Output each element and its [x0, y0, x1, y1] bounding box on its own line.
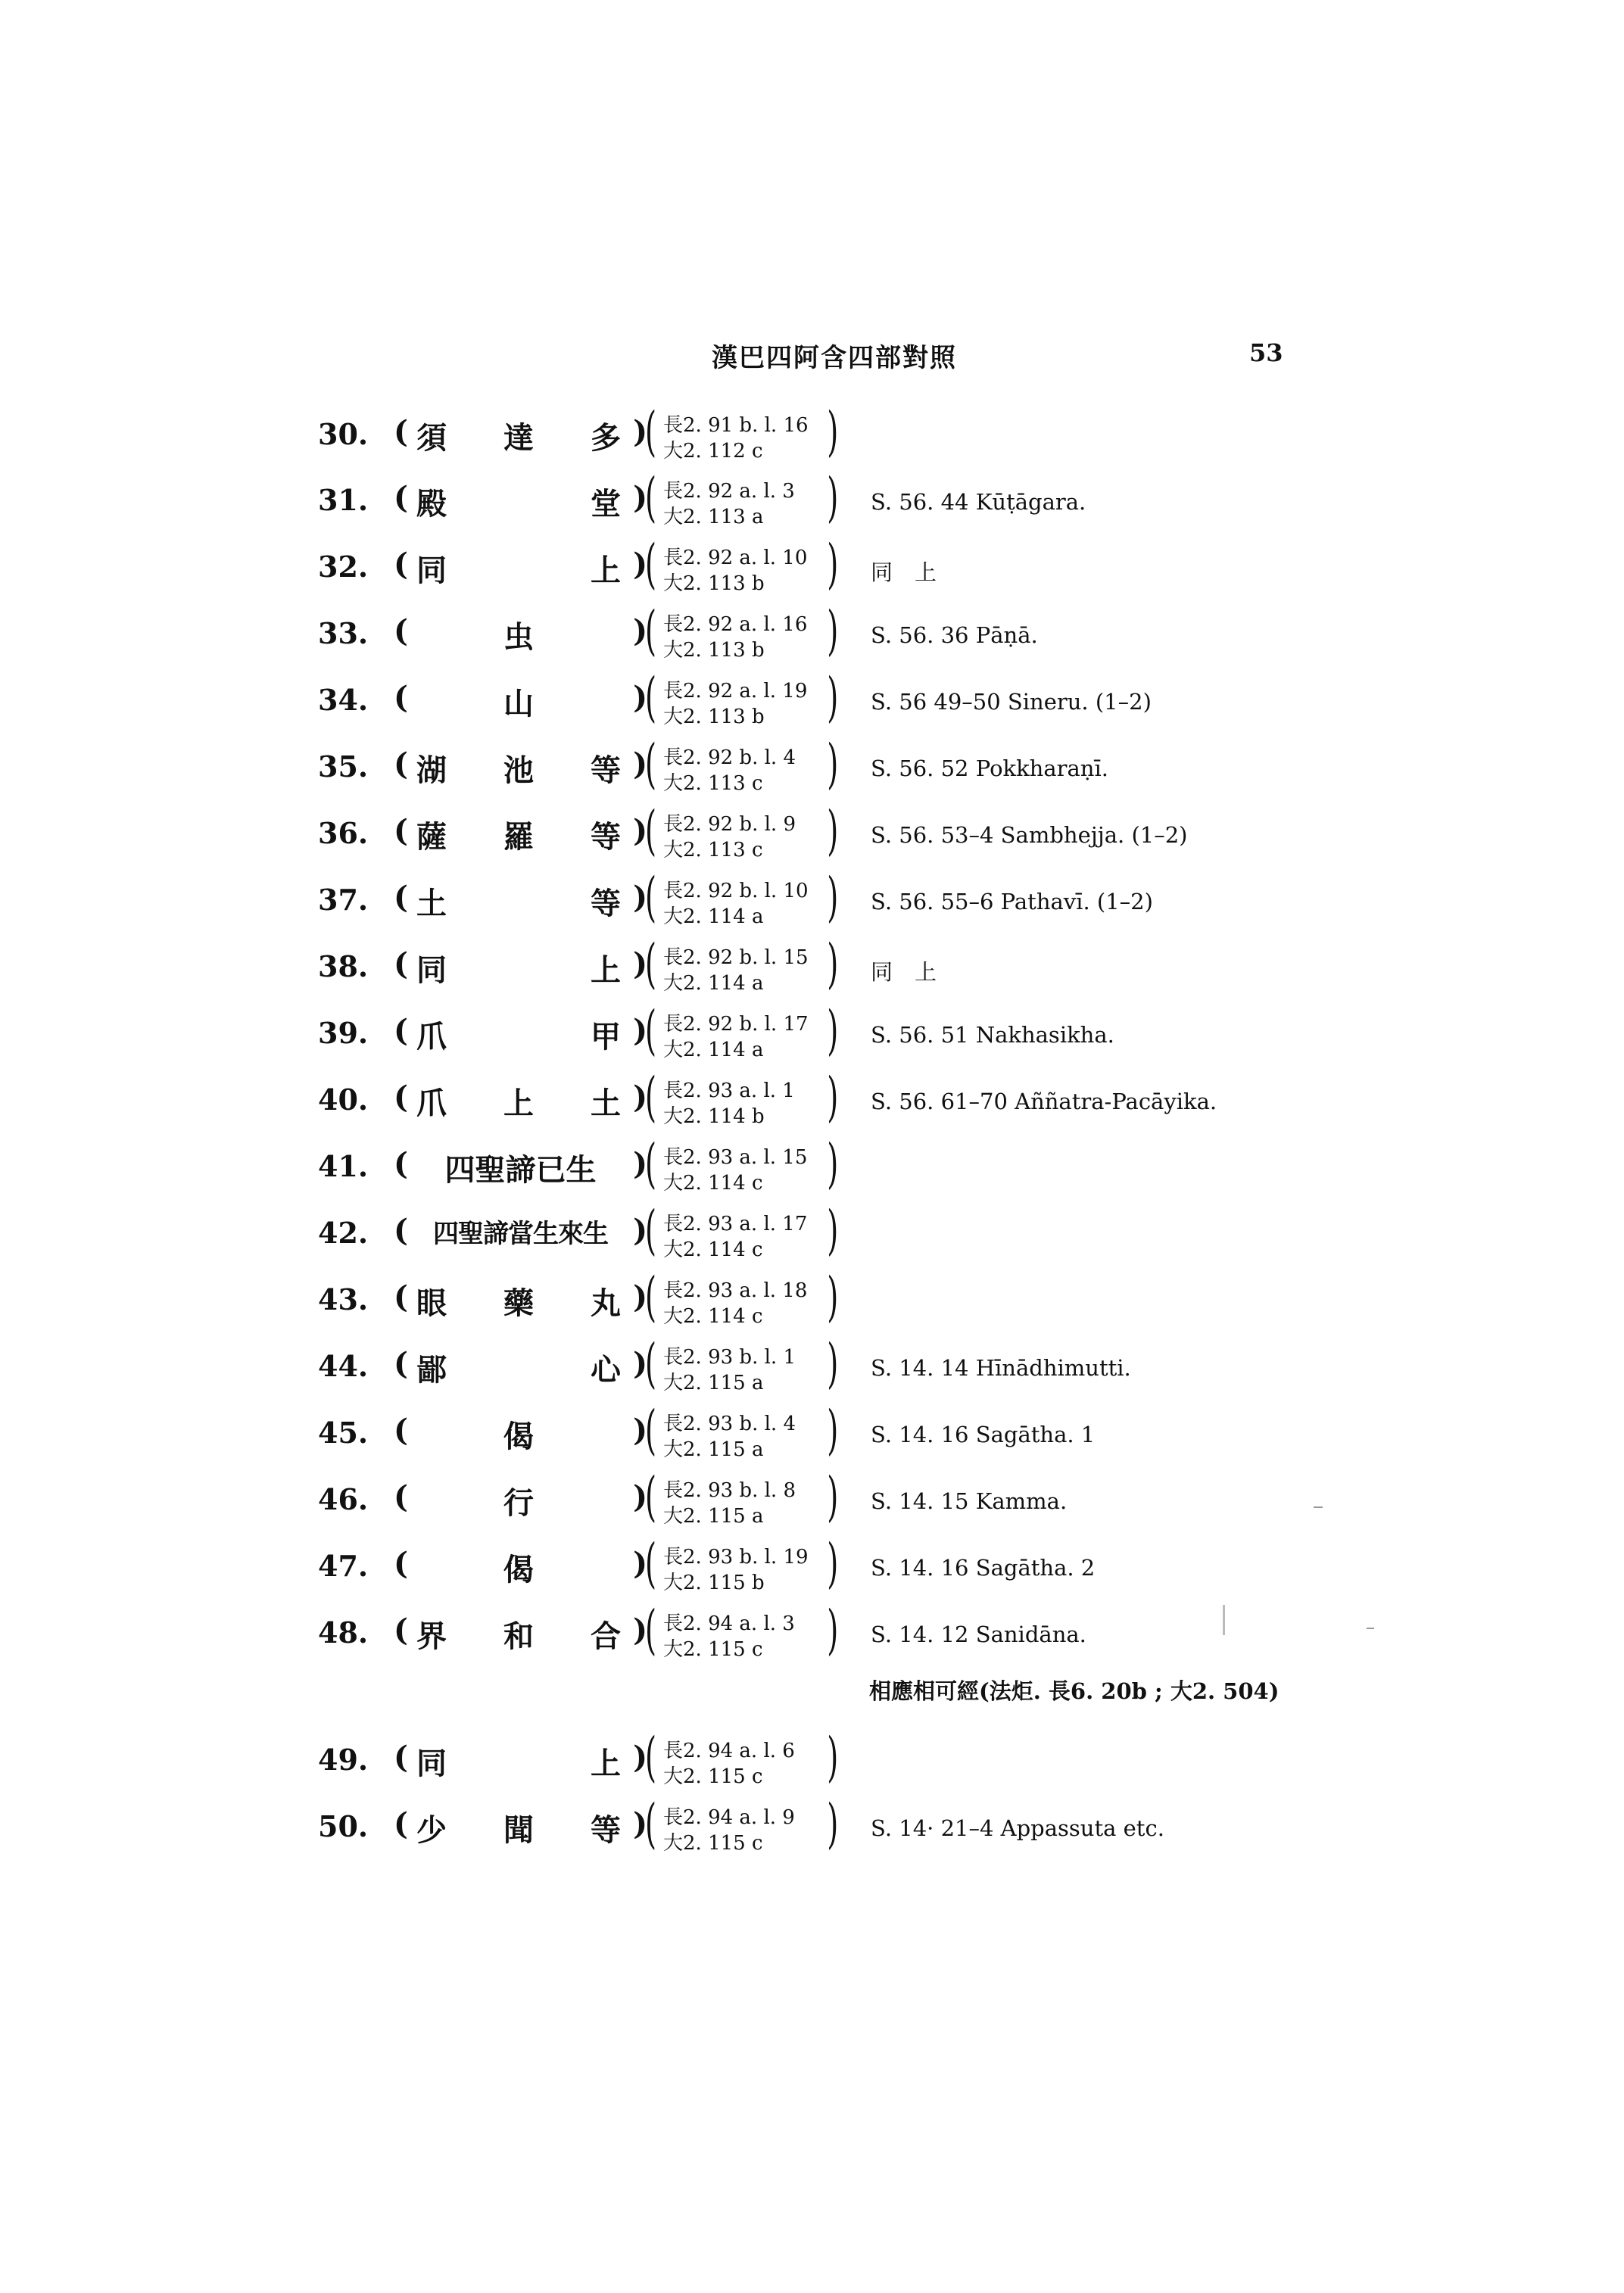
open-paren: ( — [394, 613, 408, 649]
pali-parallel: S. 56. 55–6 Pathavī. (1–2) — [871, 889, 1153, 914]
close-paren: ) — [633, 880, 647, 915]
title-char — [503, 1013, 534, 1056]
ref-left-brace: ( — [645, 999, 657, 1061]
ref-line-taisho: 大2. 114 c — [663, 1172, 763, 1195]
open-paren: ( — [394, 1546, 408, 1581]
ref-line-taisho: 大2. 114 a — [663, 972, 764, 995]
open-paren: ( — [394, 1346, 408, 1382]
ref-line-taisho: 大2. 114 c — [663, 1305, 763, 1328]
ref-left-brace: ( — [645, 1532, 657, 1594]
entry-row — [0, 999, 1624, 1064]
close-paren: ) — [633, 1080, 647, 1115]
title-char: 爪 — [416, 1019, 447, 1055]
ref-line-taisho: 大2. 115 a — [663, 1372, 764, 1394]
ref-right-brace: ) — [826, 1793, 838, 1855]
sutta-title-chars — [416, 1546, 621, 1589]
ref-line-cho: 長2. 92 b. l. 9 — [663, 813, 796, 836]
ref-left-brace: ( — [645, 466, 657, 528]
ref-right-brace: ) — [826, 999, 838, 1061]
sutta-title-chars — [416, 1279, 621, 1323]
entry-row — [0, 1726, 1624, 1791]
ref-line-cho: 長2. 93 b. l. 8 — [663, 1479, 796, 1502]
entry-row — [0, 1599, 1624, 1664]
title-char: 堂 — [591, 486, 621, 522]
ref-line-taisho: 大2. 114 a — [663, 905, 764, 928]
open-paren: ( — [394, 946, 408, 982]
title-char: 等 — [591, 1812, 621, 1848]
open-paren: ( — [394, 1479, 408, 1515]
title-char: 眼 — [416, 1285, 447, 1321]
sutta-title-chars — [416, 746, 621, 790]
open-paren: ( — [394, 1806, 408, 1842]
entry-row — [0, 1793, 1624, 1858]
sutta-title-chars — [416, 680, 621, 723]
entry-number: 35. — [318, 749, 369, 784]
entry-row — [0, 600, 1624, 665]
sutta-title-chars — [416, 480, 621, 523]
title-char — [503, 547, 534, 590]
title-char: 甲 — [591, 1019, 621, 1055]
chinese-reference — [645, 1532, 838, 1596]
ref-right-brace: ) — [826, 1599, 838, 1661]
ref-right-brace: ) — [826, 666, 838, 728]
ref-right-brace: ) — [826, 1399, 838, 1461]
title-char: 同 — [416, 952, 447, 988]
ref-line-cho: 長2. 92 a. l. 16 — [663, 613, 808, 636]
pali-parallel: S. 56. 44 Kūṭāgara. — [871, 489, 1086, 515]
open-paren: ( — [394, 1213, 408, 1248]
entry-row — [0, 1399, 1624, 1464]
ref-right-brace: ) — [826, 600, 838, 662]
ref-right-brace: ) — [826, 1332, 838, 1394]
sutta-title-chars — [416, 547, 621, 590]
entry-number: 41. — [318, 1149, 369, 1183]
chinese-reference — [645, 1266, 838, 1329]
entry-number: 39. — [318, 1016, 369, 1050]
chinese-reference — [645, 400, 838, 464]
title-char: 土 — [416, 886, 447, 921]
entry-row — [0, 799, 1624, 865]
entry-number: 50. — [318, 1809, 369, 1843]
chinese-reference — [645, 1132, 838, 1196]
entry-number: 40. — [318, 1083, 369, 1117]
ref-line-cho: 長2. 93 a. l. 17 — [663, 1213, 808, 1235]
title-char — [591, 1479, 621, 1522]
title-char: 虫 — [503, 619, 534, 655]
title-char: 達 — [503, 420, 534, 456]
entry-row — [0, 933, 1624, 998]
ref-line-taisho: 大2. 113 c — [663, 772, 763, 795]
pali-parallel: S. 14. 14 Hīnādhimutti. — [871, 1355, 1131, 1381]
close-paren: ) — [633, 1413, 647, 1448]
chinese-reference — [645, 1466, 838, 1529]
close-paren: ) — [633, 547, 647, 582]
ref-left-brace: ( — [645, 1066, 657, 1128]
title-char — [503, 946, 534, 989]
ref-left-brace: ( — [645, 666, 657, 728]
ref-left-brace: ( — [645, 1466, 657, 1528]
sutta-title-chars — [416, 813, 621, 856]
sutta-title-chars — [416, 1806, 621, 1849]
title-char: 多 — [591, 420, 621, 456]
ref-line-cho: 長2. 94 a. l. 3 — [663, 1612, 795, 1635]
open-paren: ( — [394, 480, 408, 516]
close-paren: ) — [633, 1740, 647, 1775]
ref-line-cho: 長2. 94 a. l. 9 — [663, 1806, 795, 1829]
scan-speck — [1367, 1628, 1374, 1629]
ref-left-brace: ( — [645, 933, 657, 995]
ref-right-brace: ) — [826, 1199, 838, 1261]
entry-number: 34. — [318, 683, 369, 717]
close-paren: ) — [633, 680, 647, 715]
entry-number: 45. — [318, 1416, 369, 1450]
ref-line-cho: 長2. 94 a. l. 6 — [663, 1740, 795, 1762]
ref-line-cho: 長2. 93 b. l. 1 — [663, 1346, 796, 1369]
chinese-reference — [645, 1399, 838, 1463]
title-char: 湖 — [416, 752, 447, 788]
chinese-reference — [645, 533, 838, 597]
close-paren: ) — [633, 1612, 647, 1648]
ref-line-taisho: 大2. 115 b — [663, 1572, 765, 1594]
pali-parallel: S. 56. 51 Nakhasikha. — [871, 1022, 1114, 1048]
entry-row — [0, 466, 1624, 531]
entry-number: 36. — [318, 816, 369, 850]
ref-left-brace: ( — [645, 1793, 657, 1855]
chinese-reference — [645, 866, 838, 930]
title-char — [503, 480, 534, 523]
ref-left-brace: ( — [645, 866, 657, 928]
ref-line-taisho: 大2. 114 a — [663, 1039, 764, 1061]
ref-line-taisho: 大2. 115 c — [663, 1765, 763, 1788]
title-char: 等 — [591, 886, 621, 921]
title-char: 鄙 — [416, 1352, 447, 1388]
chinese-reference — [645, 1726, 838, 1790]
ref-left-brace: ( — [645, 733, 657, 795]
entry-number: 43. — [318, 1282, 369, 1316]
chinese-reference — [645, 466, 838, 530]
ref-right-brace: ) — [826, 1066, 838, 1128]
close-paren: ) — [633, 946, 647, 982]
ref-line-taisho: 大2. 113 c — [663, 839, 763, 861]
open-paren: ( — [394, 880, 408, 915]
title-char — [416, 1546, 447, 1589]
chinese-reference — [645, 733, 838, 796]
title-char: 行 — [503, 1485, 534, 1521]
ref-line-cho: 長2. 92 b. l. 10 — [663, 880, 809, 902]
close-paren: ) — [633, 1013, 647, 1048]
title-char: 偈 — [503, 1419, 534, 1454]
pali-parallel: S. 14· 21–4 Appassuta etc. — [871, 1815, 1164, 1841]
entry-row — [0, 533, 1624, 598]
title-char: 山 — [503, 686, 534, 721]
entry-row — [0, 1532, 1624, 1597]
ref-line-cho: 長2. 93 a. l. 18 — [663, 1279, 808, 1302]
entry-row — [0, 1066, 1624, 1131]
entry-row — [0, 1466, 1624, 1531]
entry-number: 44. — [318, 1349, 369, 1383]
entry-row — [0, 1199, 1624, 1264]
ref-line-cho: 長2. 92 a. l. 3 — [663, 480, 795, 503]
ref-line-taisho: 大2. 114 c — [663, 1238, 763, 1261]
pali-parallel: S. 56 49–50 Sineru. (1–2) — [871, 689, 1152, 715]
ref-right-brace: ) — [826, 1132, 838, 1195]
ref-left-brace: ( — [645, 1599, 657, 1661]
chinese-reference — [645, 1599, 838, 1662]
entry-row — [0, 733, 1624, 798]
entry-row — [0, 666, 1624, 731]
sutta-title-chars — [416, 1740, 621, 1783]
title-char: 少 — [416, 1812, 447, 1848]
entry-number: 47. — [318, 1549, 369, 1583]
close-paren: ) — [633, 613, 647, 649]
ref-left-brace: ( — [645, 1199, 657, 1261]
open-paren: ( — [394, 1146, 408, 1182]
title-char: 須 — [416, 420, 447, 456]
title-char: 上 — [591, 553, 621, 588]
pali-parallel: S. 14. 16 Sagātha. 2 — [871, 1555, 1096, 1581]
title-char: 上 — [591, 952, 621, 988]
ref-right-brace: ) — [826, 933, 838, 995]
ref-line-cho: 長2. 93 a. l. 15 — [663, 1146, 808, 1169]
title-char: 上 — [591, 1746, 621, 1781]
close-paren: ) — [633, 1546, 647, 1581]
page-number: 53 — [1249, 338, 1283, 367]
title-char: 聞 — [503, 1812, 534, 1848]
title-char — [503, 880, 534, 923]
ref-left-brace: ( — [645, 1266, 657, 1328]
title-char: 合 — [591, 1618, 621, 1654]
pali-parallel: S. 14. 12 Sanidāna. — [871, 1622, 1086, 1647]
entry-number: 38. — [318, 949, 369, 983]
ref-line-taisho: 大2. 113 b — [663, 706, 765, 728]
open-paren: ( — [394, 1413, 408, 1448]
ref-left-brace: ( — [645, 600, 657, 662]
pali-parallel: S. 56. 61–70 Aññatra-Pacāyika. — [871, 1089, 1217, 1114]
title-char — [416, 1479, 447, 1522]
open-paren: ( — [394, 813, 408, 849]
ref-line-taisho: 大2. 114 b — [663, 1105, 765, 1128]
sutta-title-text: 四聖諦已生 — [444, 1152, 597, 1188]
title-char: 和 — [503, 1618, 534, 1654]
ref-right-brace: ) — [826, 1726, 838, 1788]
sutta-title-chars — [416, 1080, 621, 1123]
entry-number: 30. — [318, 417, 369, 451]
ref-line-cho: 長2. 93 a. l. 1 — [663, 1080, 795, 1102]
sutta-title-chars — [416, 613, 621, 656]
ref-right-brace: ) — [826, 799, 838, 861]
running-header-title: 漢巴四阿含四部對照 — [712, 343, 957, 373]
title-char — [503, 1740, 534, 1783]
close-paren: ) — [633, 1146, 647, 1182]
entry-number: 31. — [318, 483, 369, 517]
sutta-title-text: 四聖諦當生來生 — [433, 1219, 608, 1249]
sutta-title-chars — [416, 1346, 621, 1389]
ref-line-cho: 長2. 93 b. l. 19 — [663, 1546, 809, 1569]
ref-right-brace: ) — [826, 1466, 838, 1528]
sub-heading: 相應相可經(法炬. 長6. 20b ; 大2. 504) — [869, 1678, 1280, 1704]
sutta-title-chars — [416, 1013, 621, 1056]
ref-line-taisho: 大2. 113 b — [663, 572, 765, 595]
entry-number: 49. — [318, 1743, 369, 1777]
title-char: 上 — [503, 1086, 534, 1121]
entry-row — [0, 400, 1624, 466]
open-paren: ( — [394, 680, 408, 715]
ref-line-taisho: 大2. 115 c — [663, 1832, 763, 1855]
ref-line-taisho: 大2. 113 a — [663, 506, 764, 528]
close-paren: ) — [633, 1346, 647, 1382]
open-paren: ( — [394, 1612, 408, 1648]
pali-parallel: S. 56. 36 Pāṇā. — [871, 622, 1038, 648]
title-char: 同 — [416, 553, 447, 588]
close-paren: ) — [633, 1806, 647, 1842]
ref-line-cho: 長2. 92 b. l. 17 — [663, 1013, 809, 1036]
open-paren: ( — [394, 1080, 408, 1115]
ref-line-cho: 長2. 92 b. l. 15 — [663, 946, 809, 969]
ref-right-brace: ) — [826, 866, 838, 928]
ref-right-brace: ) — [826, 1532, 838, 1594]
title-char: 羅 — [503, 819, 534, 855]
open-paren: ( — [394, 1740, 408, 1775]
chinese-reference — [645, 933, 838, 996]
ref-line-taisho: 大2. 115 c — [663, 1638, 763, 1661]
entry-row — [0, 1132, 1624, 1198]
ref-left-brace: ( — [645, 1726, 657, 1788]
ref-right-brace: ) — [826, 533, 838, 595]
title-char: 丸 — [591, 1285, 621, 1321]
sutta-title-chars — [416, 1612, 621, 1656]
chinese-reference — [645, 666, 838, 730]
title-char: 心 — [591, 1352, 621, 1388]
title-char: 等 — [591, 752, 621, 788]
sutta-title-chars — [416, 946, 621, 989]
ref-left-brace: ( — [645, 1399, 657, 1461]
open-paren: ( — [394, 746, 408, 782]
close-paren: ) — [633, 1213, 647, 1248]
sutta-title-chars — [416, 414, 621, 457]
title-char: 等 — [591, 819, 621, 855]
chinese-reference — [645, 799, 838, 863]
title-char — [591, 613, 621, 656]
ref-right-brace: ) — [826, 400, 838, 463]
title-char — [591, 1546, 621, 1589]
chinese-reference — [645, 600, 838, 663]
title-char: 爪 — [416, 1086, 447, 1121]
ref-line-cho: 長2. 92 b. l. 4 — [663, 746, 796, 769]
ref-right-brace: ) — [826, 733, 838, 795]
sutta-title-chars — [416, 880, 621, 923]
entry-number: 48. — [318, 1615, 369, 1650]
title-char — [591, 1413, 621, 1456]
title-char: 殿 — [416, 486, 447, 522]
title-char: 池 — [503, 752, 534, 788]
close-paren: ) — [633, 813, 647, 849]
entry-number: 42. — [318, 1216, 369, 1250]
pali-parallel: S. 56. 52 Pokkharaṇī. — [871, 756, 1108, 781]
title-char — [416, 613, 447, 656]
title-char — [591, 680, 621, 723]
pali-parallel: 同 上 — [871, 959, 937, 985]
sutta-title-chars — [416, 1479, 621, 1522]
entry-row — [0, 866, 1624, 931]
ref-right-brace: ) — [826, 1266, 838, 1328]
pali-parallel: S. 14. 16 Sagātha. 1 — [871, 1422, 1096, 1447]
entry-number: 33. — [318, 616, 369, 650]
ref-line-taisho: 大2. 115 a — [663, 1438, 764, 1461]
open-paren: ( — [394, 414, 408, 450]
chinese-reference — [645, 1199, 838, 1263]
pali-parallel: 同 上 — [871, 559, 937, 585]
close-paren: ) — [633, 1279, 647, 1315]
ref-left-brace: ( — [645, 799, 657, 861]
title-char: 土 — [591, 1086, 621, 1121]
chinese-reference — [645, 1066, 838, 1129]
entry-number: 32. — [318, 550, 369, 584]
open-paren: ( — [394, 1279, 408, 1315]
ref-right-brace: ) — [826, 466, 838, 528]
chinese-reference — [645, 999, 838, 1063]
pali-parallel: S. 14. 15 Kamma. — [871, 1488, 1068, 1514]
scan-speck — [1223, 1605, 1225, 1635]
close-paren: ) — [633, 1479, 647, 1515]
title-char: 藥 — [503, 1285, 534, 1321]
ref-line-cho: 長2. 93 b. l. 4 — [663, 1413, 796, 1435]
title-char: 同 — [416, 1746, 447, 1781]
open-paren: ( — [394, 547, 408, 582]
title-char: 薩 — [416, 819, 447, 855]
title-char — [416, 680, 447, 723]
ref-left-brace: ( — [645, 1332, 657, 1394]
chinese-reference — [645, 1332, 838, 1396]
title-char: 偈 — [503, 1552, 534, 1587]
title-char — [416, 1413, 447, 1456]
entry-row — [0, 1266, 1624, 1331]
ref-left-brace: ( — [645, 400, 657, 463]
title-char: 界 — [416, 1618, 447, 1654]
ref-line-cho: 長2. 92 a. l. 10 — [663, 547, 808, 569]
close-paren: ) — [633, 414, 647, 450]
ref-line-taisho: 大2. 113 b — [663, 639, 765, 662]
scan-speck — [1314, 1506, 1323, 1508]
ref-left-brace: ( — [645, 1132, 657, 1195]
title-char — [503, 1346, 534, 1389]
open-paren: ( — [394, 1013, 408, 1048]
entry-row — [0, 1332, 1624, 1397]
ref-line-cho: 長2. 92 a. l. 19 — [663, 680, 808, 703]
ref-line-taisho: 大2. 112 c — [663, 440, 763, 463]
ref-line-cho: 長2. 91 b. l. 16 — [663, 414, 809, 437]
pali-parallel: S. 56. 53–4 Sambhejja. (1–2) — [871, 822, 1188, 848]
close-paren: ) — [633, 480, 647, 516]
entry-number: 37. — [318, 883, 369, 917]
chinese-reference — [645, 1793, 838, 1856]
sutta-title-chars — [416, 1413, 621, 1456]
ref-line-taisho: 大2. 115 a — [663, 1505, 764, 1528]
entry-number: 46. — [318, 1482, 369, 1516]
ref-left-brace: ( — [645, 533, 657, 595]
close-paren: ) — [633, 746, 647, 782]
